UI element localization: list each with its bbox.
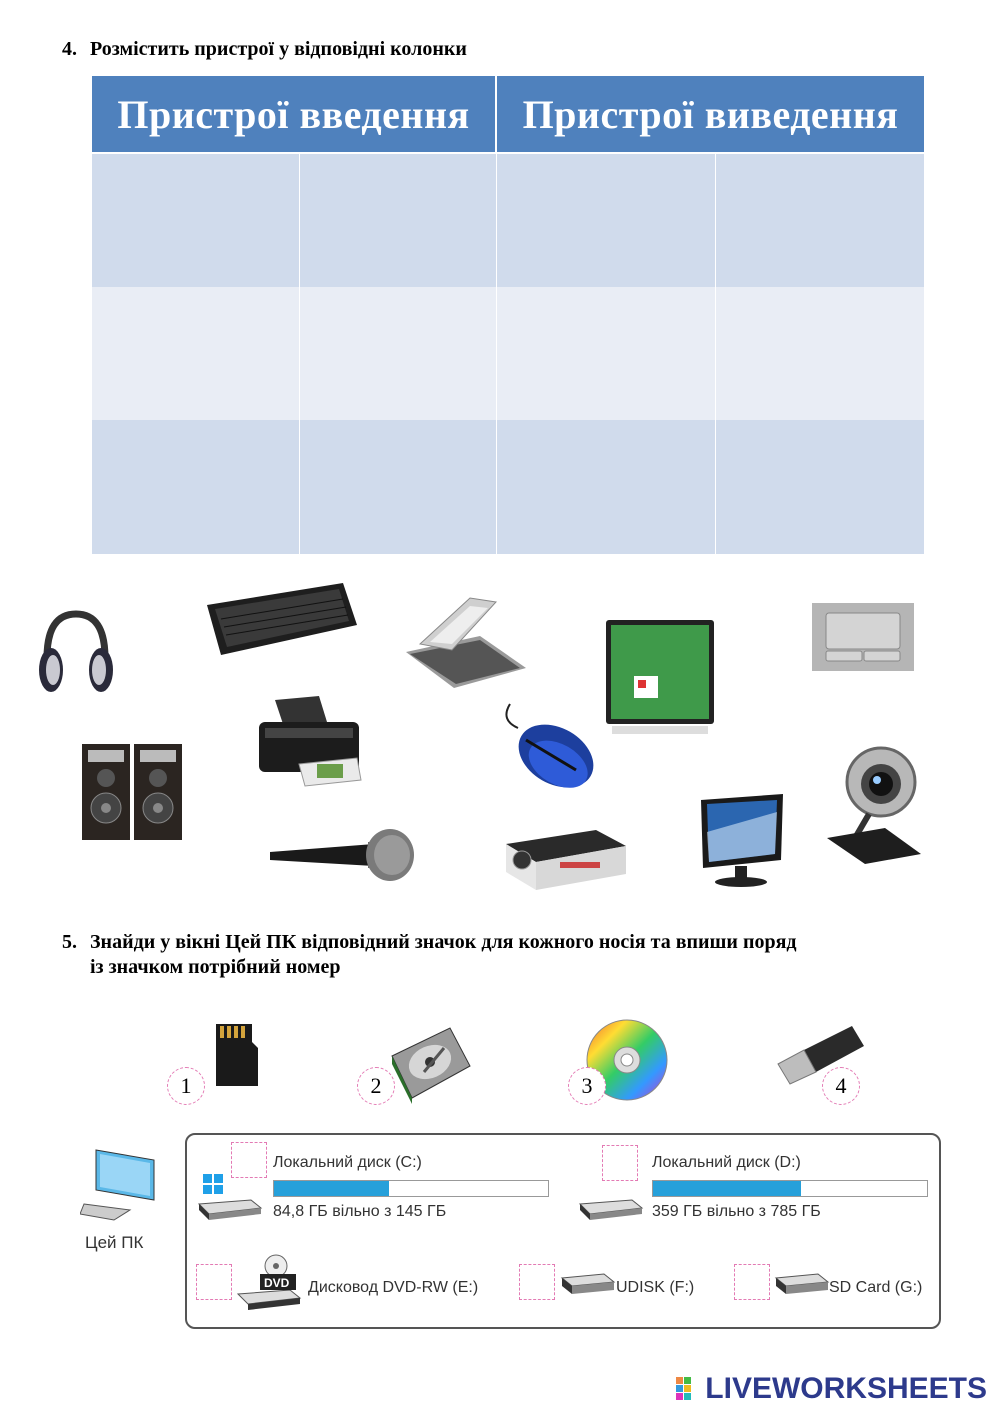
task5-number: 5.: [62, 931, 77, 953]
table-cell[interactable]: [300, 287, 497, 420]
drive-c-icon: [197, 1170, 263, 1222]
drive-d-usage-bar: [652, 1180, 928, 1197]
liveworksheets-logo: [675, 1372, 987, 1406]
table-cell[interactable]: [300, 154, 497, 287]
dvd-badge: DVD: [264, 1276, 290, 1290]
drive-e-name: Дисковод DVD-RW (E:): [308, 1279, 479, 1296]
usb-drive-icon: [560, 1268, 616, 1298]
task4-number: 4.: [62, 38, 77, 60]
drive-c-free-space: 84,8 ГБ вільно з 145 ГБ: [273, 1203, 447, 1220]
hard-drive-icon: [384, 1022, 474, 1106]
this-pc-label: Цей ПК: [85, 1233, 144, 1252]
task4-text: Розмістить пристрої у відповідні колонки: [90, 38, 467, 60]
drive-g-number-input[interactable]: [734, 1264, 770, 1300]
printer-icon[interactable]: [255, 694, 363, 788]
liveworksheets-logo-icon: [675, 1376, 701, 1402]
drive-f-number-input[interactable]: [519, 1264, 555, 1300]
drive-g-name: SD Card (G:): [829, 1279, 923, 1296]
task4-title: [62, 38, 467, 61]
scanner-icon[interactable]: [400, 596, 530, 692]
headphones-icon[interactable]: [35, 608, 117, 702]
drive-c-usage-fill: [274, 1181, 389, 1196]
speakers-icon[interactable]: [80, 742, 184, 842]
table-cell[interactable]: [300, 420, 497, 554]
sd-card-drive-icon: [774, 1268, 830, 1298]
microphone-icon[interactable]: [268, 826, 416, 884]
drive-d-number-input[interactable]: [602, 1145, 638, 1181]
microsd-card-icon: [212, 1022, 262, 1088]
table-cell[interactable]: [92, 287, 300, 420]
drive-d-icon: [578, 1196, 644, 1222]
drive-e-number-input[interactable]: [196, 1264, 232, 1300]
liveworksheets-logo-text: LIVEWORKSHEETS: [705, 1372, 987, 1405]
table-cell[interactable]: [497, 154, 716, 287]
computer-mouse-icon[interactable]: [496, 700, 606, 800]
number-badge-4: 4: [822, 1067, 860, 1105]
projector-icon[interactable]: [500, 826, 630, 894]
number-badge-1: 1: [167, 1067, 205, 1105]
table-cell[interactable]: [716, 420, 924, 554]
keyboard-icon[interactable]: [203, 575, 361, 659]
drive-c-name: Локальний диск (C:): [273, 1154, 422, 1171]
interactive-whiteboard-icon[interactable]: [604, 616, 716, 740]
drive-c-usage-bar: [273, 1180, 549, 1197]
table-cell[interactable]: [497, 420, 716, 554]
sorting-table: [92, 76, 924, 554]
number-badge-3: 3: [568, 1067, 606, 1105]
drive-f-name: UDISK (F:): [616, 1279, 695, 1296]
input-devices-header: Пристрої введення: [92, 76, 497, 154]
task5-title: [62, 930, 962, 980]
drive-d-free-space: 359 ГБ вільно з 785 ГБ: [652, 1203, 821, 1220]
table-cell[interactable]: [92, 154, 300, 287]
table-cell[interactable]: [497, 287, 716, 420]
drive-d-name: Локальний диск (D:): [652, 1154, 801, 1171]
touchpad-icon[interactable]: [812, 603, 914, 671]
this-pc-icon: [80, 1146, 162, 1224]
task5-text-line2: із значком потрібний номер: [90, 956, 341, 978]
drive-d-usage-fill: [653, 1181, 801, 1196]
table-cell[interactable]: [92, 420, 300, 554]
table-cell[interactable]: [716, 154, 924, 287]
task5-text-line1: Знайди у вікні Цей ПК відповідний значок для кожного носія та впиши поряд: [90, 931, 797, 953]
webcam-icon[interactable]: [825, 742, 925, 866]
monitor-icon[interactable]: [697, 792, 787, 890]
output-devices-header: Пристрої виведення: [497, 76, 924, 154]
table-cell[interactable]: [716, 287, 924, 420]
number-badge-2: 2: [357, 1067, 395, 1105]
